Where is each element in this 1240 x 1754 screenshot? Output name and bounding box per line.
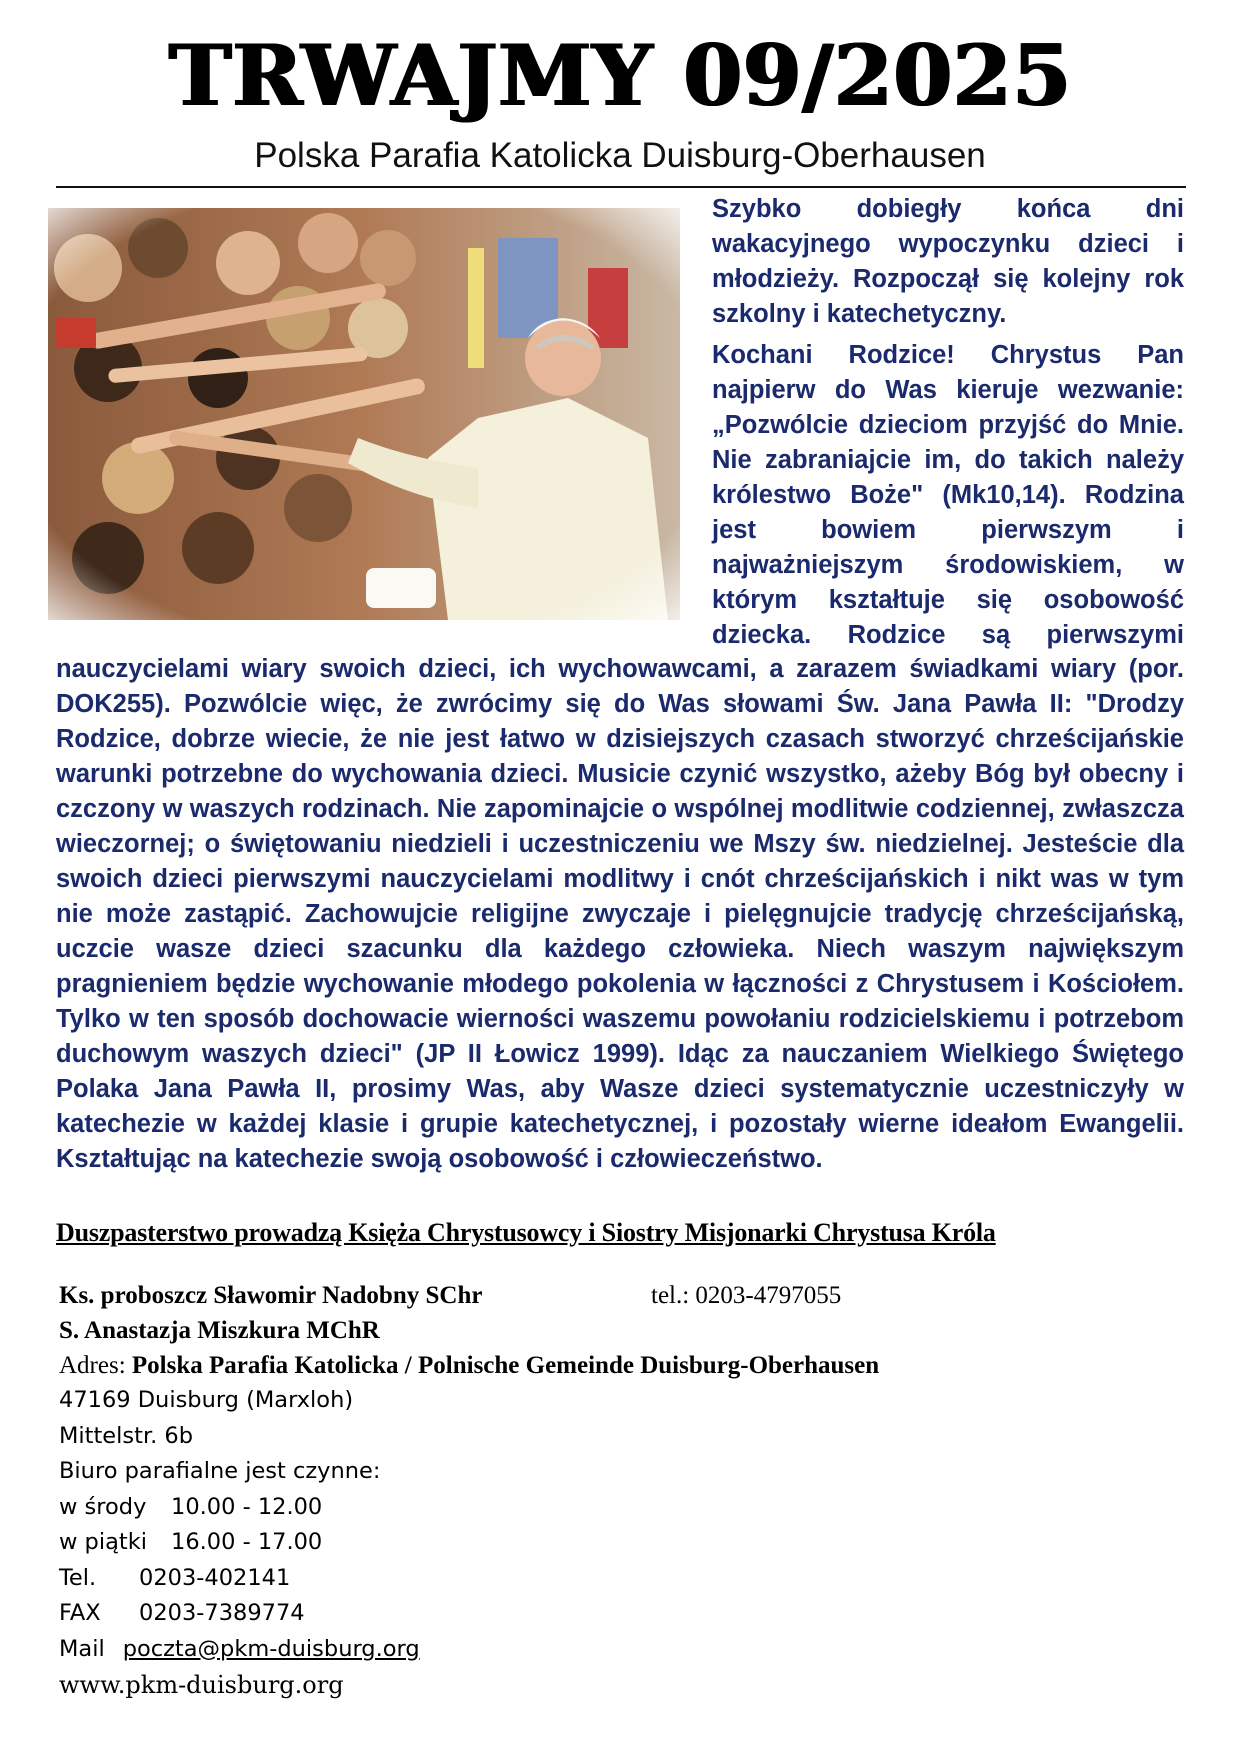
day-label: w piątki (59, 1529, 147, 1555)
office-phone: 0203-402141 (139, 1564, 291, 1591)
office-phone-row (59, 1561, 1159, 1597)
photo-illustration (48, 208, 680, 620)
pastor-name: Ks. proboszcz Sławomir Nadobny SChr (59, 1282, 483, 1309)
pope-with-children-photo (48, 208, 680, 620)
street-row: Mittelstr. 6b (59, 1422, 194, 1449)
hours-value: 10.00 - 12.00 (171, 1493, 323, 1520)
office-hours-wednesday (59, 1490, 1159, 1526)
newsletter-title: TRWAJMY 09/2025 (168, 26, 1072, 125)
pastoral-care-note: Duszpasterstwo prowadzą Księża Chrystusowcy i Siostry Misjonarki Chrystusa Króla (56, 1218, 996, 1247)
mail-row (59, 1632, 1159, 1668)
fax-row (59, 1596, 1159, 1632)
email-link[interactable]: poczta@pkm-duisburg.org (122, 1635, 420, 1662)
office-hours-friday (59, 1525, 1159, 1561)
article-full-width (56, 652, 1184, 1177)
website-link[interactable]: www.pkm-duisburg.org (59, 1671, 344, 1699)
address-row (59, 1348, 1159, 1383)
fax-number: 0203-7389774 (139, 1600, 305, 1626)
city-row: 47169 Duisburg (Marxloh) (59, 1387, 354, 1413)
pastor-row (59, 1278, 1159, 1313)
mail-label: Mail (59, 1635, 105, 1662)
article-right-column (712, 192, 1184, 659)
pastor-phone: tel.: 0203-4797055 (651, 1282, 842, 1309)
address-label: Adres: (59, 1352, 126, 1379)
phone-label: Tel. (59, 1564, 97, 1591)
contact-block (59, 1278, 1159, 1703)
day-label: w środy (59, 1493, 147, 1520)
hours-value: 16.00 - 17.00 (171, 1529, 323, 1555)
parish-name: Polska Parafia Katolicka Duisburg-Oberhausen (254, 136, 986, 175)
fax-label: FAX (59, 1600, 101, 1626)
intro-paragraph: Szybko dobiegły końca dni wakacyjnego wypoczynku dzieci i młodzieży. Rozpoczął się kolejny rok szkolny i katechetyczny. (712, 195, 1184, 328)
header-divider (56, 186, 1186, 188)
sister-row (59, 1313, 1159, 1348)
parents-paragraph-continued: nauczycielami wiary swoich dzieci, ich wychowawcami, a zarazem świadkami wiary (por. DOK255). Pozwólcie więc, że zwrócimy się do Was słowami Św. Jana Pawła II: "Drodzy Rodzice, dobrze wiecie, że nie jest łatwo w dzisiejszych czasach stworzyć chrześcijańskie warunki potrzebne do wychowania dzieci. Musicie czynić wszystko, ażeby Bóg był obecny i czczony w waszych rodzinach. Nie zapominajcie o wspólnej modlitwie codziennej, zwłaszcza wieczornej; o świętowaniu niedzieli i uczestniczeniu we Mszy św. niedzielnej. Jesteście dla swoich dzieci pierwszymi nauczycielami modlitwy i cnót chrześcijańskich i nikt was w tym nie może zastąpić. Zachowujcie religijne zwyczaje i pielęgnujcie tradycję chrześcijańską, uczcie wasze dzieci szacunku dla każdego człowieka. Niech waszym największym pragnieniem będzie wychowanie młodego pokolenia w łączności z Chrystusem i Kościołem. Tylko w ten sposób dochowacie wierności waszemu powołaniu rodzicielskiemu i potrzebom duchowym waszych dzieci" (JP II Łowicz 1999). Idąc za nauczaniem Wielkiego Świętego Polaka Jana Pawła II, prosimy Was, aby Wasze dzieci systematycznie uczestniczyły w katechezie w każdej klasie i grupie katechetycznej, i pozostały wierne ideałom Ewangelii. Kształtując na katechezie swoją osobowość i człowieczeństwo. (56, 655, 1184, 1173)
sister-name: S. Anastazja Miszkura MChR (59, 1317, 380, 1344)
address-name: Polska Parafia Katolicka / Polnische Gemeinde Duisburg-Oberhausen (131, 1352, 880, 1379)
parents-paragraph-start: Kochani Rodzice! Chrystus Pan najpierw do Was kieruje wezwanie: „Pozwólcie dzieciom przyjść do Mnie. Nie zabraniajcie im, do takich należy królestwo Boże" (Mk10,14). Rodzina jest bowiem pierwszym i najważniejszym środowiskiem, w którym kształtuje się osobowość dziecka. Rodzice są pierwszymi (712, 341, 1184, 649)
office-hours-title: Biuro parafialne jest czynne: (59, 1458, 381, 1484)
